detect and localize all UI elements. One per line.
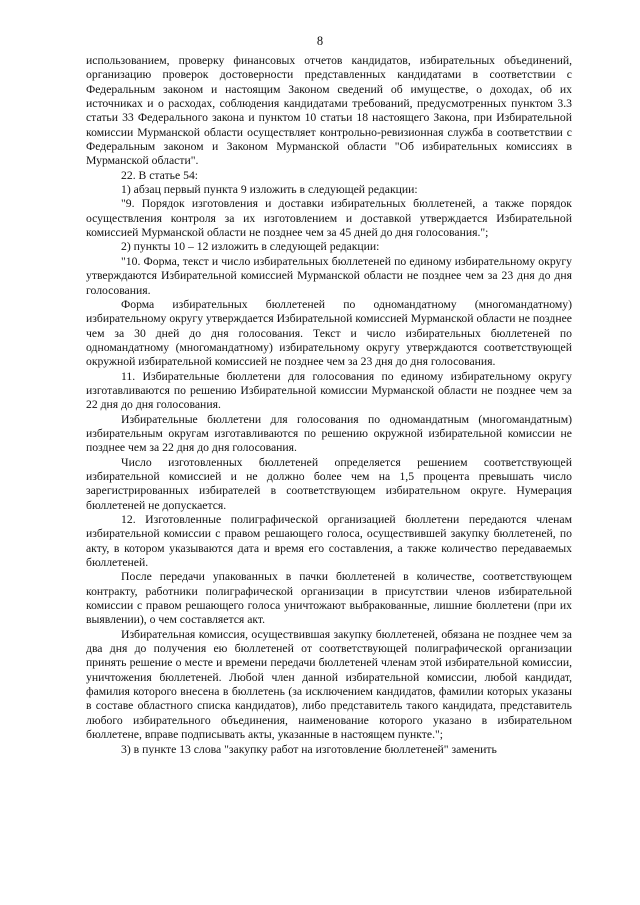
paragraph-item-1: 1) абзац первый пункта 9 изложить в следующей редакции:: [121, 183, 418, 197]
paragraph-quote-12: 12. Изготовленные полиграфической организацией бюллетени передаются членам избирательной комиссии с правом решающего голоса, осуществившей закупку бюллетеней, по акту, в котором указываются дата и время его составления, а также количество передаваемых бюллетеней.: [86, 513, 572, 570]
paragraph-quote-11: 11. Избирательные бюллетени для голосования по единому избирательному округу изготавливаются по решению Избирательной комиссии Мурманской области не позднее чем за 22 дня до дня голосования.: [86, 369, 572, 412]
paragraph-item-2: 2) пункты 10 – 12 изложить в следующей редакции:: [121, 240, 380, 254]
paragraph-ballots-single-mandate: Избирательные бюллетени для голосования по одномандатным (многомандатным) избирательным округам изготавливаются по решению окружной избирательной комиссии не позднее чем за 22 дня до дня голосования.: [86, 412, 572, 455]
document-body: [86, 54, 572, 757]
paragraph-commission-duty: Избирательная комиссия, осуществившая закупку бюллетеней, обязана не позднее чем за два дня до получения ею бюллетеней от соответствующей полиграфической организации принять решение о месте и времени передачи бюллетеней членам этой избирательной комиссии, уничтожения бюллетеней. Любой член данной избирательной комиссии, любой кандидат, фамилия которого внесена в бюллетень (за исключением кандидатов, фамилии которых указаны в составе областного списка кандидатов), либо представитель такого кандидата, представитель любого избирательного объединения, наименование которого указано в избирательном бюллетене, вправе подписывать акты, указанные в настоящем пункте.";: [86, 627, 572, 742]
paragraph-continuation: использованием, проверку финансовых отчетов кандидатов, избирательных объединений, организацию проверок достоверности представленных кандидатами в соответствии с Федеральным законом и настоящим Законом сведений об имуществе, о доходах, об их источниках и о расходах, соблюдения кандидатами требований, предусмотренных пунктом 3.3 статьи 33 Федерального закона и пунктом 10 статьи 18 настоящего Закона, при Избирательной комиссии Мурманской области осуществляет контрольно-ревизионная служба в соответствии с Федеральным законом и Законом Мурманской области "Об избирательных комиссиях в Мурманской области".: [86, 54, 572, 168]
page-number: 8: [316, 34, 324, 48]
paragraph-form-single-mandate: Форма избирательных бюллетеней по одномандатному (многомандатному) избирательному округу утверждается Избирательной комиссией Мурманской области не позднее чем за 30 дней до дня голосования. Текст и число избирательных бюллетеней по одномандатному (многомандатному) избирательному округу утверждаются соответствующей окружной избирательной комиссией не позднее чем за 23 дня до дня голосования.: [86, 297, 572, 369]
paragraph-ballot-count: Число изготовленных бюллетеней определяется решением соответствующей избирательной комиссией и не должно более чем на 1,5 процента превышать число зарегистрированных избирателей в соответствующем избирательном округе. Нумерация бюллетеней не допускается.: [86, 455, 572, 512]
paragraph-after-transfer: После передачи упакованных в пачки бюллетеней в количестве, соответствующем контракту, работники полиграфической организации в присутствии членов избирательной комиссии с правом решающего голоса уничтожают выбракованные, лишние бюллетени (при их выявлении), о чем составляется акт.: [86, 570, 572, 627]
paragraph-item-3: 3) в пункте 13 слова "закупку работ на изготовление бюллетеней" заменить: [121, 742, 497, 756]
paragraph-quote-10: "10. Форма, текст и число избирательных бюллетеней по единому избирательному округу утверждаются Избирательной комиссией Мурманской области не позднее чем за 23 дня до дня голосования.: [86, 254, 572, 297]
paragraph-quote-9: "9. Порядок изготовления и доставки избирательных бюллетеней, а также порядок осуществления контроля за их изготовлением и доставкой утверждается Избирательной комиссией Мурманской области не позднее чем за 45 дней до дня голосования.";: [86, 197, 572, 240]
paragraph-article-22: 22. В статье 54:: [121, 168, 199, 182]
